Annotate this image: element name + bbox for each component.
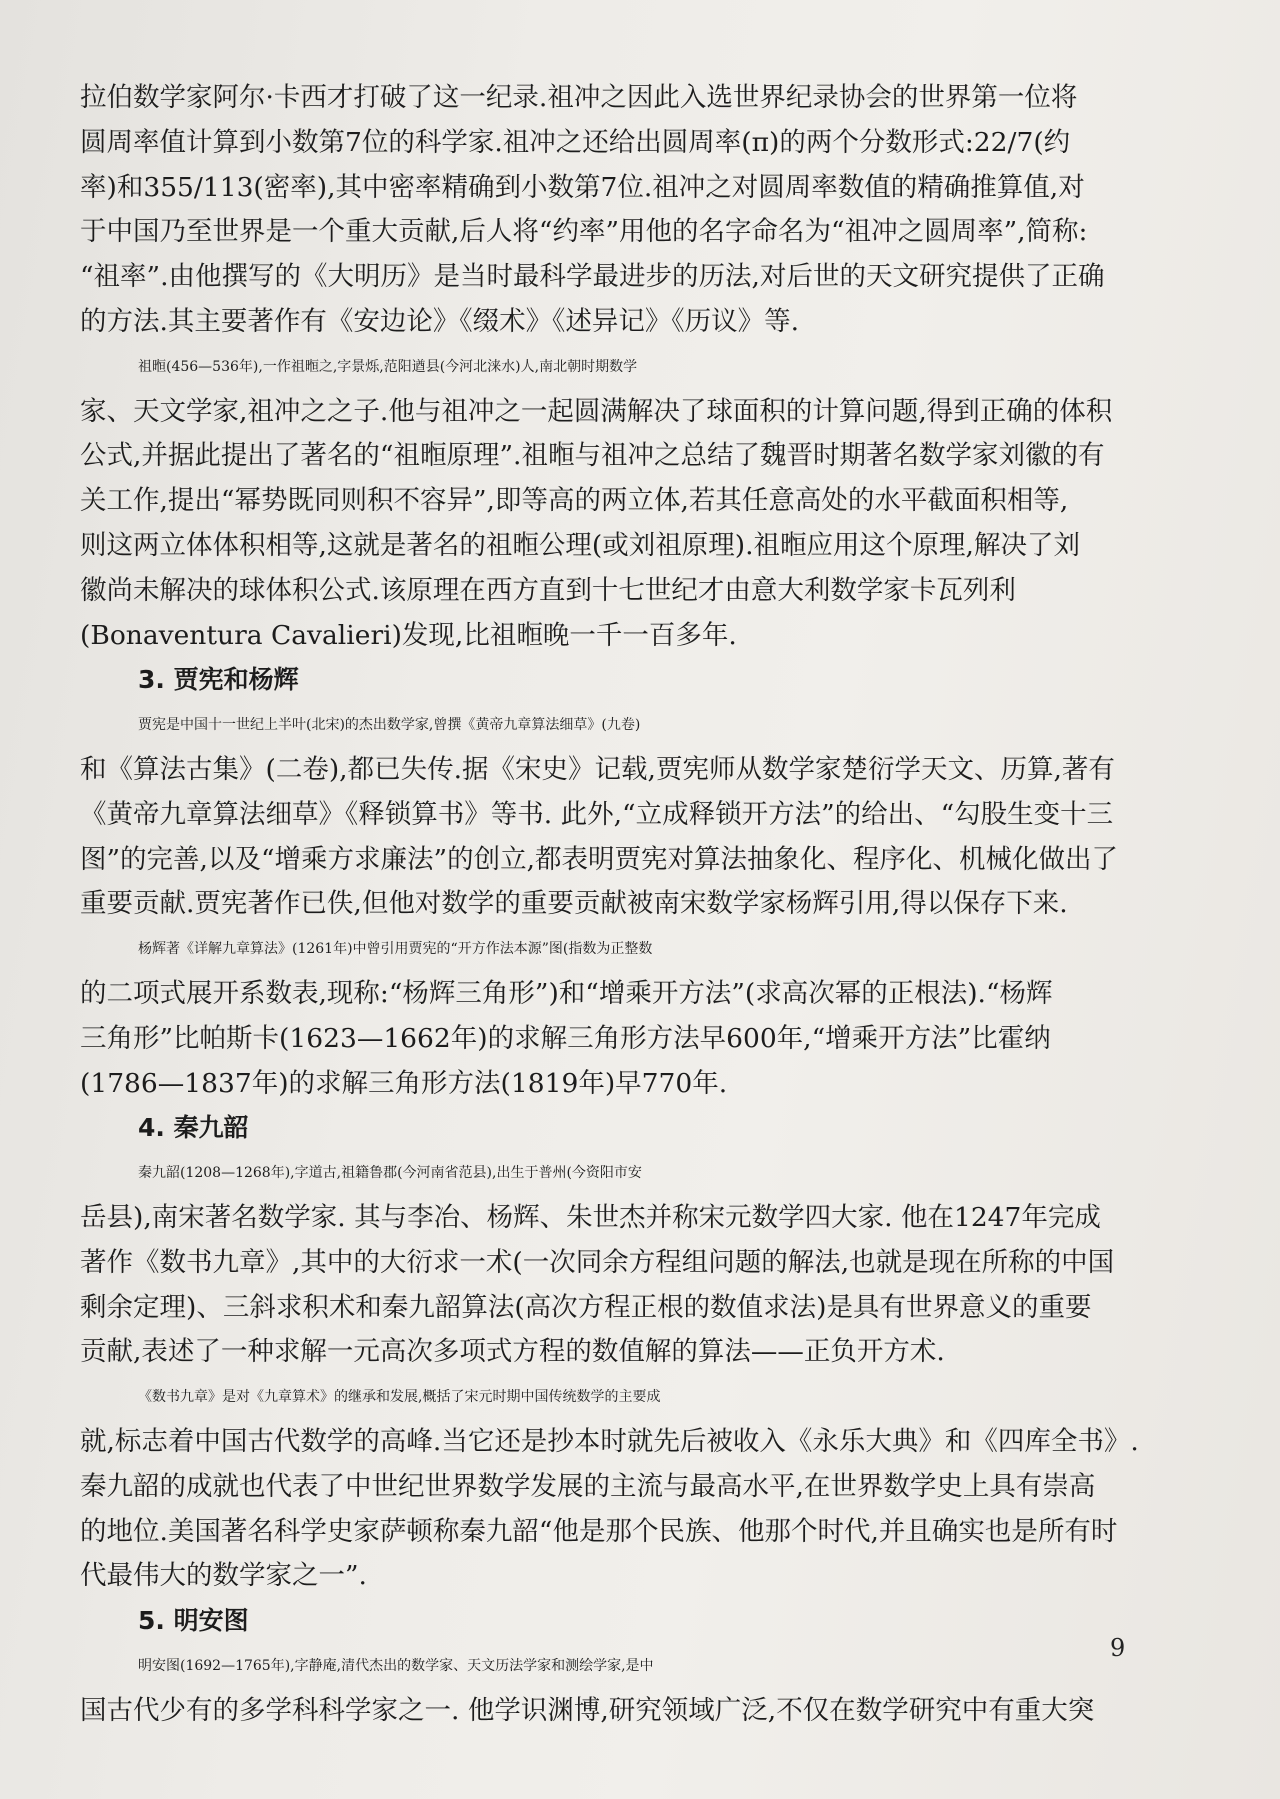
text-line: 和《算法古集》(二卷),都已失传.据《宋史》记载,贾宪师从数学家楚衍学天文、历算,著有 [80, 753, 1115, 785]
section-heading: 5. 明安图 [138, 1606, 249, 1636]
text-line: 祖暅(456—536年),一作祖暅之,字景烁,范阳遒县(今河北涞水)人,南北朝时期数学 [138, 358, 638, 375]
text-line: “祖率”.由他撰写的《大明历》是当时最科学最进步的历法,对后世的天文研究提供了正确 [80, 261, 1105, 293]
text-line: 明安图(1692—1765年),字静庵,清代杰出的数学家、天文历法学家和测绘学家,是中 [138, 1657, 654, 1674]
text-line: 三角形”比帕斯卡(1623—1662年)的求解三角形方法早600年,“增乘开方法”比霍纳 [80, 1022, 1051, 1054]
text-line: 著作《数书九章》,其中的大衍求一术(一次同余方程组问题的解法,也就是现在所称的中国 [80, 1246, 1115, 1278]
text-line: 剩余定理)、三斜求积术和秦九韶算法(高次方程正根的数值求法)是具有世界意义的重要 [80, 1291, 1092, 1323]
text-line: 圆周率值计算到小数第7位的科学家.祖冲之还给出圆周率(π)的两个分数形式:22/7(约 [80, 126, 1071, 158]
text-line: 秦九韶的成就也代表了中世纪世界数学发展的主流与最高水平,在世界数学史上具有崇高 [80, 1470, 1096, 1502]
text-line: (Bonaventura Cavalieri)发现,比祖暅晚一千一百多年. [80, 619, 737, 651]
body-text [80, 76, 1148, 1733]
text-line: (1786—1837年)的求解三角形方法(1819年)早770年. [80, 1067, 728, 1099]
page-number: 9 [1110, 1634, 1126, 1662]
text-line: 徽尚未解决的球体积公式.该原理在西方直到十七世纪才由意大利数学家卡瓦列利 [80, 574, 1016, 606]
text-line: 就,标志着中国古代数学的高峰.当它还是抄本时就先后被收入《永乐大典》和《四库全书》. [80, 1425, 1139, 1457]
text-line: 的方法.其主要著作有《安边论》《缀术》《述异记》《历议》等. [80, 305, 800, 337]
text-line: 重要贡献.贾宪著作已佚,但他对数学的重要贡献被南宋数学家杨辉引用,得以保存下来. [80, 888, 1068, 920]
section-heading: 3. 贾宪和杨辉 [138, 665, 299, 695]
text-line: 代最伟大的数学家之一”. [80, 1560, 367, 1592]
text-line: 杨辉著《详解九章算法》(1261年)中曾引用贾宪的“开方作法本源”图(指数为正整数 [138, 941, 653, 958]
text-line: 公式,并据此提出了著名的“祖暅原理”.祖暅与祖冲之总结了魏晋时期著名数学家刘徽的有 [80, 440, 1105, 472]
text-line: 的二项式展开系数表,现称:“杨辉三角形”)和“增乘开方法”(求高次幂的正根法).“杨辉 [80, 977, 1053, 1009]
text-line: 国古代少有的多学科科学家之一. 他学识渊博,研究领域广泛,不仅在数学研究中有重大突 [80, 1694, 1095, 1726]
section-heading: 4. 秦九韶 [138, 1113, 249, 1143]
text-line: 贾宪是中国十一世纪上半叶(北宋)的杰出数学家,曾撰《黄帝九章算法细草》(九卷) [138, 717, 641, 734]
text-line: 家、天文学家,祖冲之之子.他与祖冲之一起圆满解决了球面积的计算问题,得到正确的体积 [80, 395, 1113, 427]
text-line: 关工作,提出“幂势既同则积不容异”,即等高的两立体,若其任意高处的水平截面积相等, [80, 485, 1069, 517]
text-line: 拉伯数学家阿尔·卡西才打破了这一纪录.祖冲之因此入选世界纪录协会的世界第一位将 [80, 82, 1078, 113]
text-line: 《黄帝九章算法细草》《释锁算书》等书. 此外,“立成释锁开方法”的给出、“勾股生变十三 [80, 798, 1114, 830]
text-line: 图”的完善,以及“增乘方求廉法”的创立,都表明贾宪对算法抽象化、程序化、机械化做出了 [80, 843, 1118, 875]
text-line: 贡献,表述了一种求解一元高次多项式方程的数值解的算法——正负开方术. [80, 1336, 945, 1368]
text-line: 于中国乃至世界是一个重大贡献,后人将“约率”用他的名字命名为“祖冲之圆周率”,简称: [80, 216, 1088, 248]
text-line: 则这两立体体积相等,这就是著名的祖暅公理(或刘祖原理).祖暅应用这个原理,解决了刘 [80, 529, 1080, 561]
text-line: 率)和355/113(密率),其中密率精确到小数第7位.祖冲之对圆周率数值的精确推算值,对 [80, 171, 1085, 203]
text-line: 《数书九章》是对《九章算术》的继承和发展,概括了宋元时期中国传统数学的主要成 [138, 1389, 661, 1406]
text-line: 秦九韶(1208—1268年),字道古,祖籍鲁郡(今河南省范县),出生于普州(今资阳市安 [138, 1165, 642, 1182]
text-line: 岳县),南宋著名数学家. 其与李冶、杨辉、朱世杰并称宋元数学四大家. 他在1247年完成 [80, 1201, 1101, 1233]
text-line: 的地位.美国著名科学史家萨顿称秦九韶“他是那个民族、他那个时代,并且确实也是所有时 [80, 1515, 1118, 1547]
